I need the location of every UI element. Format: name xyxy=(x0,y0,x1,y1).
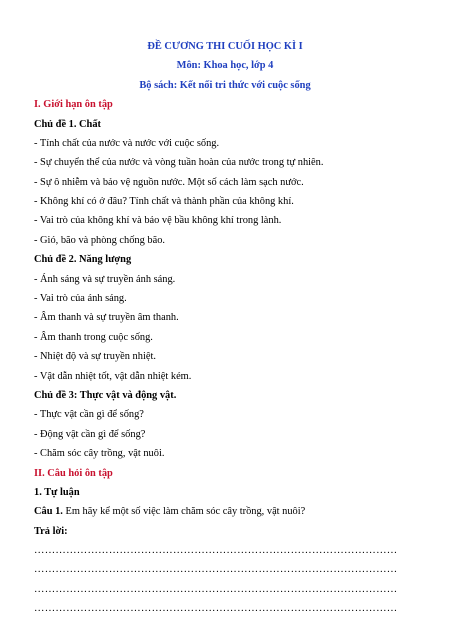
topic-2-item: - Vai trò của ánh sáng. xyxy=(34,293,127,304)
section-2-heading: II. Câu hỏi ôn tập xyxy=(34,468,113,479)
topic-1-item: - Tính chất của nước và nước với cuộc sống. xyxy=(34,138,220,149)
topic-1-item: - Không khí có ở đâu? Tính chất và thành phần của không khí. xyxy=(34,196,294,207)
topic-1-item: - Vai trò của không khí và bảo vệ bầu không khí trong lành. xyxy=(34,215,282,226)
topic-1-item: - Gió, bão và phòng chống bão. xyxy=(34,235,166,246)
question-label: Câu 1. xyxy=(34,506,63,517)
topic-2-item: - Vật dẫn nhiệt tốt, vật dẫn nhiệt kém. xyxy=(34,371,192,382)
topic-3-item: - Thực vật cần gì để sống? xyxy=(34,409,144,420)
topic-1-item: - Sự chuyển thể của nước và vòng tuần hoàn của nước trong tự nhiên. xyxy=(34,157,324,168)
document-book: Bộ sách: Kết nối tri thức với cuộc sống xyxy=(139,80,311,91)
topic-1-title: Chủ đề 1. Chất xyxy=(34,119,101,130)
question-text: Em hãy kể một số việc làm chăm sóc cây trồng, vật nuôi? xyxy=(62,506,306,517)
topic-3-item: - Động vật cần gì để sống? xyxy=(34,429,146,440)
answer-line: ………………………………………………………………………………………… xyxy=(34,584,398,595)
answer-line: ………………………………………………………………………………………… xyxy=(34,603,398,614)
answer-line: ………………………………………………………………………………………… xyxy=(34,564,398,575)
topic-3-title: Chủ đề 3: Thực vật và động vật. xyxy=(34,390,177,401)
document-title: ĐỀ CƯƠNG THI CUỐI HỌC KÌ I xyxy=(147,41,303,52)
part-1-heading: 1. Tự luận xyxy=(34,487,80,498)
topic-2-item: - Nhiệt độ và sự truyền nhiệt. xyxy=(34,351,156,362)
answer-line: ………………………………………………………………………………………… xyxy=(34,545,398,556)
document-subject: Môn: Khoa học, lớp 4 xyxy=(176,60,274,71)
answer-label: Trả lời: xyxy=(34,526,68,537)
topic-2-item: - Âm thanh trong cuộc sống. xyxy=(34,332,153,343)
topic-2-item: - Âm thanh và sự truyền âm thanh. xyxy=(34,312,179,323)
section-1-heading: I. Giới hạn ôn tập xyxy=(34,99,113,110)
topic-2-item: - Ánh sáng và sự truyền ánh sáng. xyxy=(34,274,176,285)
topic-1-item: - Sự ô nhiễm và bảo vệ nguồn nước. Một số cách làm sạch nước. xyxy=(34,177,304,188)
topic-3-item: - Chăm sóc cây trồng, vật nuôi. xyxy=(34,448,165,459)
topic-2-title: Chủ đề 2. Năng lượng xyxy=(34,254,132,265)
question-1 xyxy=(34,505,305,518)
